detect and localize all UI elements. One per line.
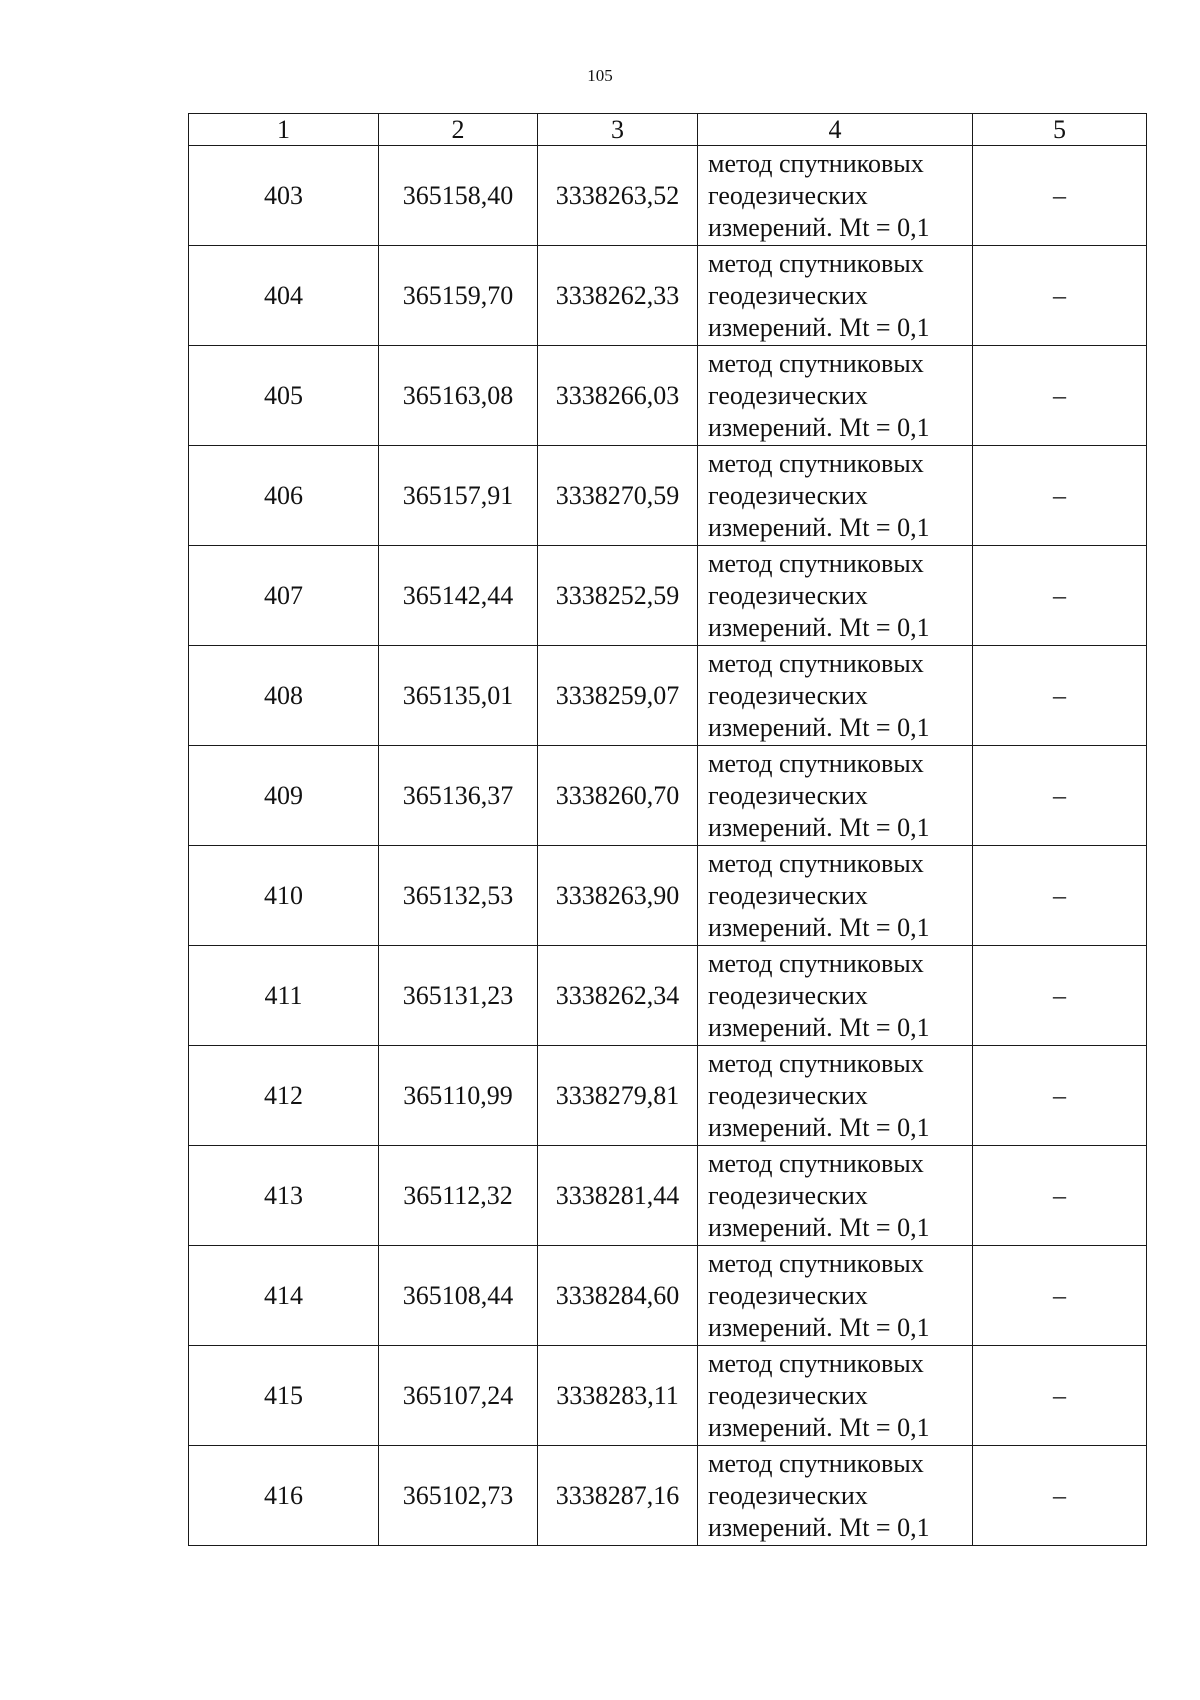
- note-cell: –: [973, 846, 1147, 946]
- note-cell: –: [973, 646, 1147, 746]
- method-cell: [698, 646, 973, 746]
- method-line-1: метод спутниковых: [708, 1048, 924, 1078]
- y-coordinate-cell: 3338270,59: [538, 446, 698, 546]
- point-number-cell: 413: [189, 1146, 379, 1246]
- point-number-cell: 414: [189, 1246, 379, 1346]
- note-cell: –: [973, 946, 1147, 1046]
- note-cell: –: [973, 1346, 1147, 1446]
- x-coordinate-cell: 365132,53: [379, 846, 538, 946]
- method-cell: [698, 146, 973, 246]
- y-coordinate-cell: 3338252,59: [538, 546, 698, 646]
- x-coordinate-cell: 365159,70: [379, 246, 538, 346]
- table-row: [189, 546, 1147, 646]
- table-row: [189, 1046, 1147, 1146]
- method-line-3: измерений. Mt = 0,1: [708, 912, 930, 942]
- method-line-1: метод спутниковых: [708, 148, 924, 178]
- point-number-cell: 415: [189, 1346, 379, 1446]
- x-coordinate-cell: 365108,44: [379, 1246, 538, 1346]
- x-coordinate-cell: 365110,99: [379, 1046, 538, 1146]
- method-line-1: метод спутниковых: [708, 548, 924, 578]
- method-line-3: измерений. Mt = 0,1: [708, 1112, 930, 1142]
- method-cell: [698, 1046, 973, 1146]
- method-line-2: геодезических: [708, 280, 868, 310]
- point-number-cell: 416: [189, 1446, 379, 1546]
- method-cell: [698, 946, 973, 1046]
- method-cell: [698, 346, 973, 446]
- method-line-2: геодезических: [708, 780, 868, 810]
- method-line-2: геодезических: [708, 1080, 868, 1110]
- y-coordinate-cell: 3338284,60: [538, 1246, 698, 1346]
- column-header-5: 5: [973, 114, 1147, 146]
- point-number-cell: 403: [189, 146, 379, 246]
- column-header-2: 2: [379, 114, 538, 146]
- method-line-2: геодезических: [708, 880, 868, 910]
- note-cell: –: [973, 1246, 1147, 1346]
- method-cell: [698, 246, 973, 346]
- point-number-cell: 405: [189, 346, 379, 446]
- point-number-cell: 406: [189, 446, 379, 546]
- note-cell: –: [973, 1146, 1147, 1246]
- method-cell: [698, 1146, 973, 1246]
- point-number-cell: 409: [189, 746, 379, 846]
- y-coordinate-cell: 3338262,33: [538, 246, 698, 346]
- method-line-1: метод спутниковых: [708, 1448, 924, 1478]
- x-coordinate-cell: 365142,44: [379, 546, 538, 646]
- y-coordinate-cell: 3338283,11: [538, 1346, 698, 1446]
- method-line-1: метод спутниковых: [708, 1348, 924, 1378]
- table-row: [189, 1346, 1147, 1446]
- table-row: [189, 746, 1147, 846]
- method-line-3: измерений. Mt = 0,1: [708, 1512, 930, 1542]
- table-row: [189, 646, 1147, 746]
- method-line-2: геодезических: [708, 1280, 868, 1310]
- x-coordinate-cell: 365112,32: [379, 1146, 538, 1246]
- method-line-3: измерений. Mt = 0,1: [708, 212, 930, 242]
- note-cell: –: [973, 746, 1147, 846]
- point-number-cell: 404: [189, 246, 379, 346]
- table-row: [189, 146, 1147, 246]
- column-header-4: 4: [698, 114, 973, 146]
- note-cell: –: [973, 446, 1147, 546]
- column-header-3: 3: [538, 114, 698, 146]
- method-line-2: геодезических: [708, 1180, 868, 1210]
- method-cell: [698, 1346, 973, 1446]
- method-cell: [698, 746, 973, 846]
- x-coordinate-cell: 365102,73: [379, 1446, 538, 1546]
- x-coordinate-cell: 365135,01: [379, 646, 538, 746]
- method-line-1: метод спутниковых: [708, 948, 924, 978]
- method-line-1: метод спутниковых: [708, 1248, 924, 1278]
- y-coordinate-cell: 3338281,44: [538, 1146, 698, 1246]
- table-row: [189, 346, 1147, 446]
- note-cell: –: [973, 346, 1147, 446]
- point-number-cell: 407: [189, 546, 379, 646]
- table-row: [189, 1246, 1147, 1346]
- table-row: [189, 1146, 1147, 1246]
- page-number: 105: [587, 66, 613, 85]
- method-line-2: геодезических: [708, 480, 868, 510]
- method-line-1: метод спутниковых: [708, 1148, 924, 1178]
- y-coordinate-cell: 3338260,70: [538, 746, 698, 846]
- method-line-3: измерений. Mt = 0,1: [708, 1412, 930, 1442]
- table-row: [189, 846, 1147, 946]
- point-number-cell: 410: [189, 846, 379, 946]
- method-line-2: геодезических: [708, 580, 868, 610]
- method-line-3: измерений. Mt = 0,1: [708, 1212, 930, 1242]
- table-row: [189, 946, 1147, 1046]
- column-header-1: 1: [189, 114, 379, 146]
- note-cell: –: [973, 546, 1147, 646]
- method-line-3: измерений. Mt = 0,1: [708, 512, 930, 542]
- method-cell: [698, 546, 973, 646]
- method-line-2: геодезических: [708, 380, 868, 410]
- method-line-1: метод спутниковых: [708, 248, 924, 278]
- y-coordinate-cell: 3338263,52: [538, 146, 698, 246]
- coordinates-table: [188, 113, 1147, 1546]
- y-coordinate-cell: 3338266,03: [538, 346, 698, 446]
- method-line-3: измерений. Mt = 0,1: [708, 612, 930, 642]
- method-line-2: геодезических: [708, 180, 868, 210]
- method-line-2: геодезических: [708, 680, 868, 710]
- table-body: [189, 146, 1147, 1546]
- table-row: [189, 1446, 1147, 1546]
- method-line-3: измерений. Mt = 0,1: [708, 1012, 930, 1042]
- table-row: [189, 446, 1147, 546]
- method-line-1: метод спутниковых: [708, 848, 924, 878]
- method-line-1: метод спутниковых: [708, 648, 924, 678]
- x-coordinate-cell: 365163,08: [379, 346, 538, 446]
- table-header-row: [189, 114, 1147, 146]
- method-cell: [698, 446, 973, 546]
- method-line-3: измерений. Mt = 0,1: [708, 412, 930, 442]
- y-coordinate-cell: 3338263,90: [538, 846, 698, 946]
- note-cell: –: [973, 146, 1147, 246]
- method-line-3: измерений. Mt = 0,1: [708, 712, 930, 742]
- method-cell: [698, 1246, 973, 1346]
- point-number-cell: 412: [189, 1046, 379, 1146]
- y-coordinate-cell: 3338262,34: [538, 946, 698, 1046]
- x-coordinate-cell: 365158,40: [379, 146, 538, 246]
- note-cell: –: [973, 1446, 1147, 1546]
- y-coordinate-cell: 3338287,16: [538, 1446, 698, 1546]
- method-line-3: измерений. Mt = 0,1: [708, 1312, 930, 1342]
- method-line-3: измерений. Mt = 0,1: [708, 812, 930, 842]
- table-row: [189, 246, 1147, 346]
- method-line-1: метод спутниковых: [708, 348, 924, 378]
- note-cell: –: [973, 1046, 1147, 1146]
- method-line-2: геодезических: [708, 1480, 868, 1510]
- method-cell: [698, 846, 973, 946]
- method-cell: [698, 1446, 973, 1546]
- method-line-2: геодезических: [708, 980, 868, 1010]
- y-coordinate-cell: 3338259,07: [538, 646, 698, 746]
- method-line-2: геодезических: [708, 1380, 868, 1410]
- method-line-1: метод спутниковых: [708, 748, 924, 778]
- note-cell: –: [973, 246, 1147, 346]
- x-coordinate-cell: 365131,23: [379, 946, 538, 1046]
- method-line-1: метод спутниковых: [708, 448, 924, 478]
- x-coordinate-cell: 365107,24: [379, 1346, 538, 1446]
- point-number-cell: 411: [189, 946, 379, 1046]
- y-coordinate-cell: 3338279,81: [538, 1046, 698, 1146]
- point-number-cell: 408: [189, 646, 379, 746]
- method-line-3: измерений. Mt = 0,1: [708, 312, 930, 342]
- x-coordinate-cell: 365136,37: [379, 746, 538, 846]
- x-coordinate-cell: 365157,91: [379, 446, 538, 546]
